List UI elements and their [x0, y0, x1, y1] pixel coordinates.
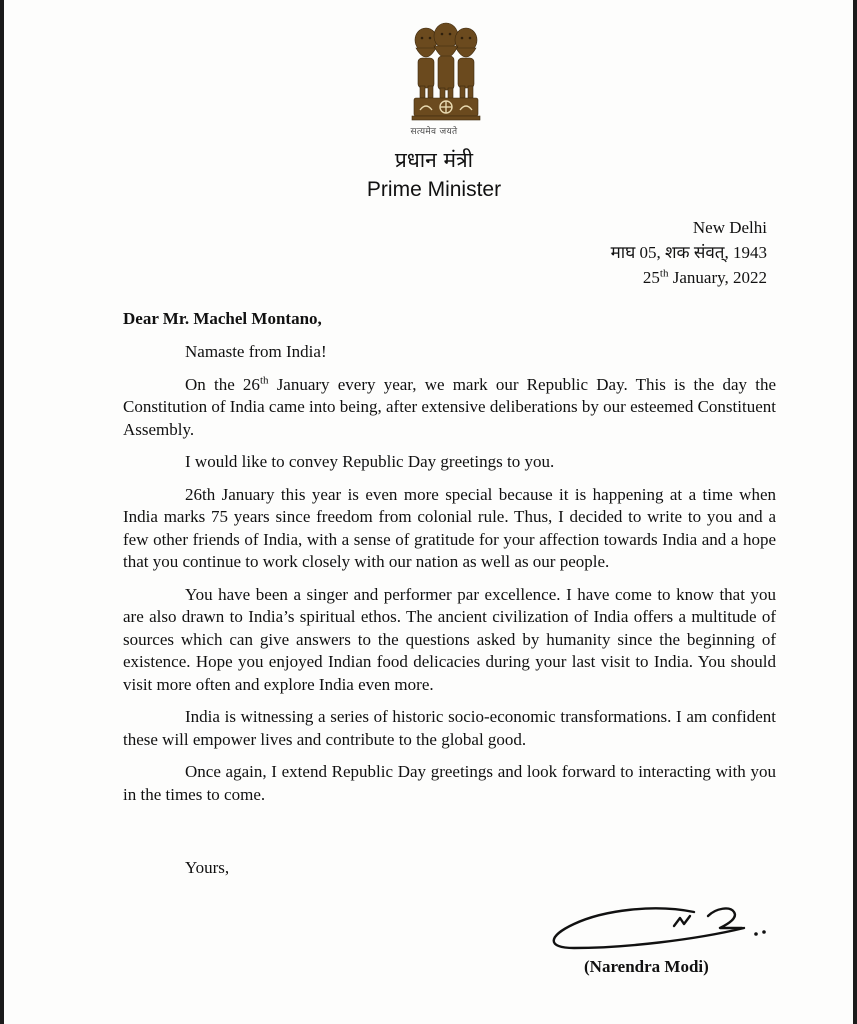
signature-icon — [544, 890, 776, 960]
date-day: 25 — [642, 268, 660, 287]
paragraph-closing: Once again, I extend Republic Day greetings and look forward to interacting with you in the times to come. — [123, 762, 776, 804]
place: New Delhi — [692, 218, 767, 237]
paragraph-personal: You have been a singer and performer par excellence. I have come to know that you are also drawn to India’s spiritual ethos. The ancient civilization of India offers a multitude of sources which can give answers to the questions asked by humanity since the beginning of existence. Hope you enjoyed Indian food delicacies during your last visit to India. You should visit more often and explore India even more. — [123, 584, 776, 694]
paragraph-transformations: India is witnessing a series of historic socio-economic transformations. I am confident these will empower lives and contribute to the global good. — [123, 707, 776, 749]
office-title-hindi: प्रधान मंत्री — [394, 148, 474, 172]
office-title-english: Prime Minister — [366, 178, 502, 201]
date-day-suffix: th — [659, 267, 669, 280]
gregorian-date — [611, 265, 767, 290]
closing: Yours, — [185, 858, 230, 877]
paragraph-greeting: Namaste from India! — [185, 342, 327, 361]
paragraph-republic-day — [123, 374, 776, 442]
salutation: Dear Mr. Machel Montano, — [123, 309, 322, 328]
date-block — [611, 215, 767, 290]
paragraph-special-year: 26th January this year is even more special because it is happening at a time when India marks 75 years since freedom from colonial rule. Thus, I decided to write to you and a few other friends of India, with a sense of gratitude for your affection towards India and a hope that you continue to work closely with our nation as well as our people. — [123, 484, 776, 571]
state-emblem-icon — [404, 18, 488, 128]
paragraph-republic-day-suffix: th — [259, 373, 269, 386]
letter-body — [123, 341, 776, 816]
hindu-calendar-date: माघ 05, शक संवत्, 1943 — [610, 243, 767, 262]
emblem-motto: सत्यमेव जयते — [410, 127, 458, 137]
signer-name: (Narendra Modi) — [584, 957, 709, 976]
date-month-year: January, 2022 — [668, 268, 767, 287]
paragraph-greetings: I would like to convey Republic Day greetings to you. — [185, 452, 555, 471]
paragraph-republic-day-rest: January every year, we mark our Republic Day. This is the day the Constitution of India came into being, after extensive deliberations by our esteemed Constituent Assembly. — [123, 374, 777, 439]
paragraph-republic-day-start: On the 26 — [185, 374, 260, 394]
